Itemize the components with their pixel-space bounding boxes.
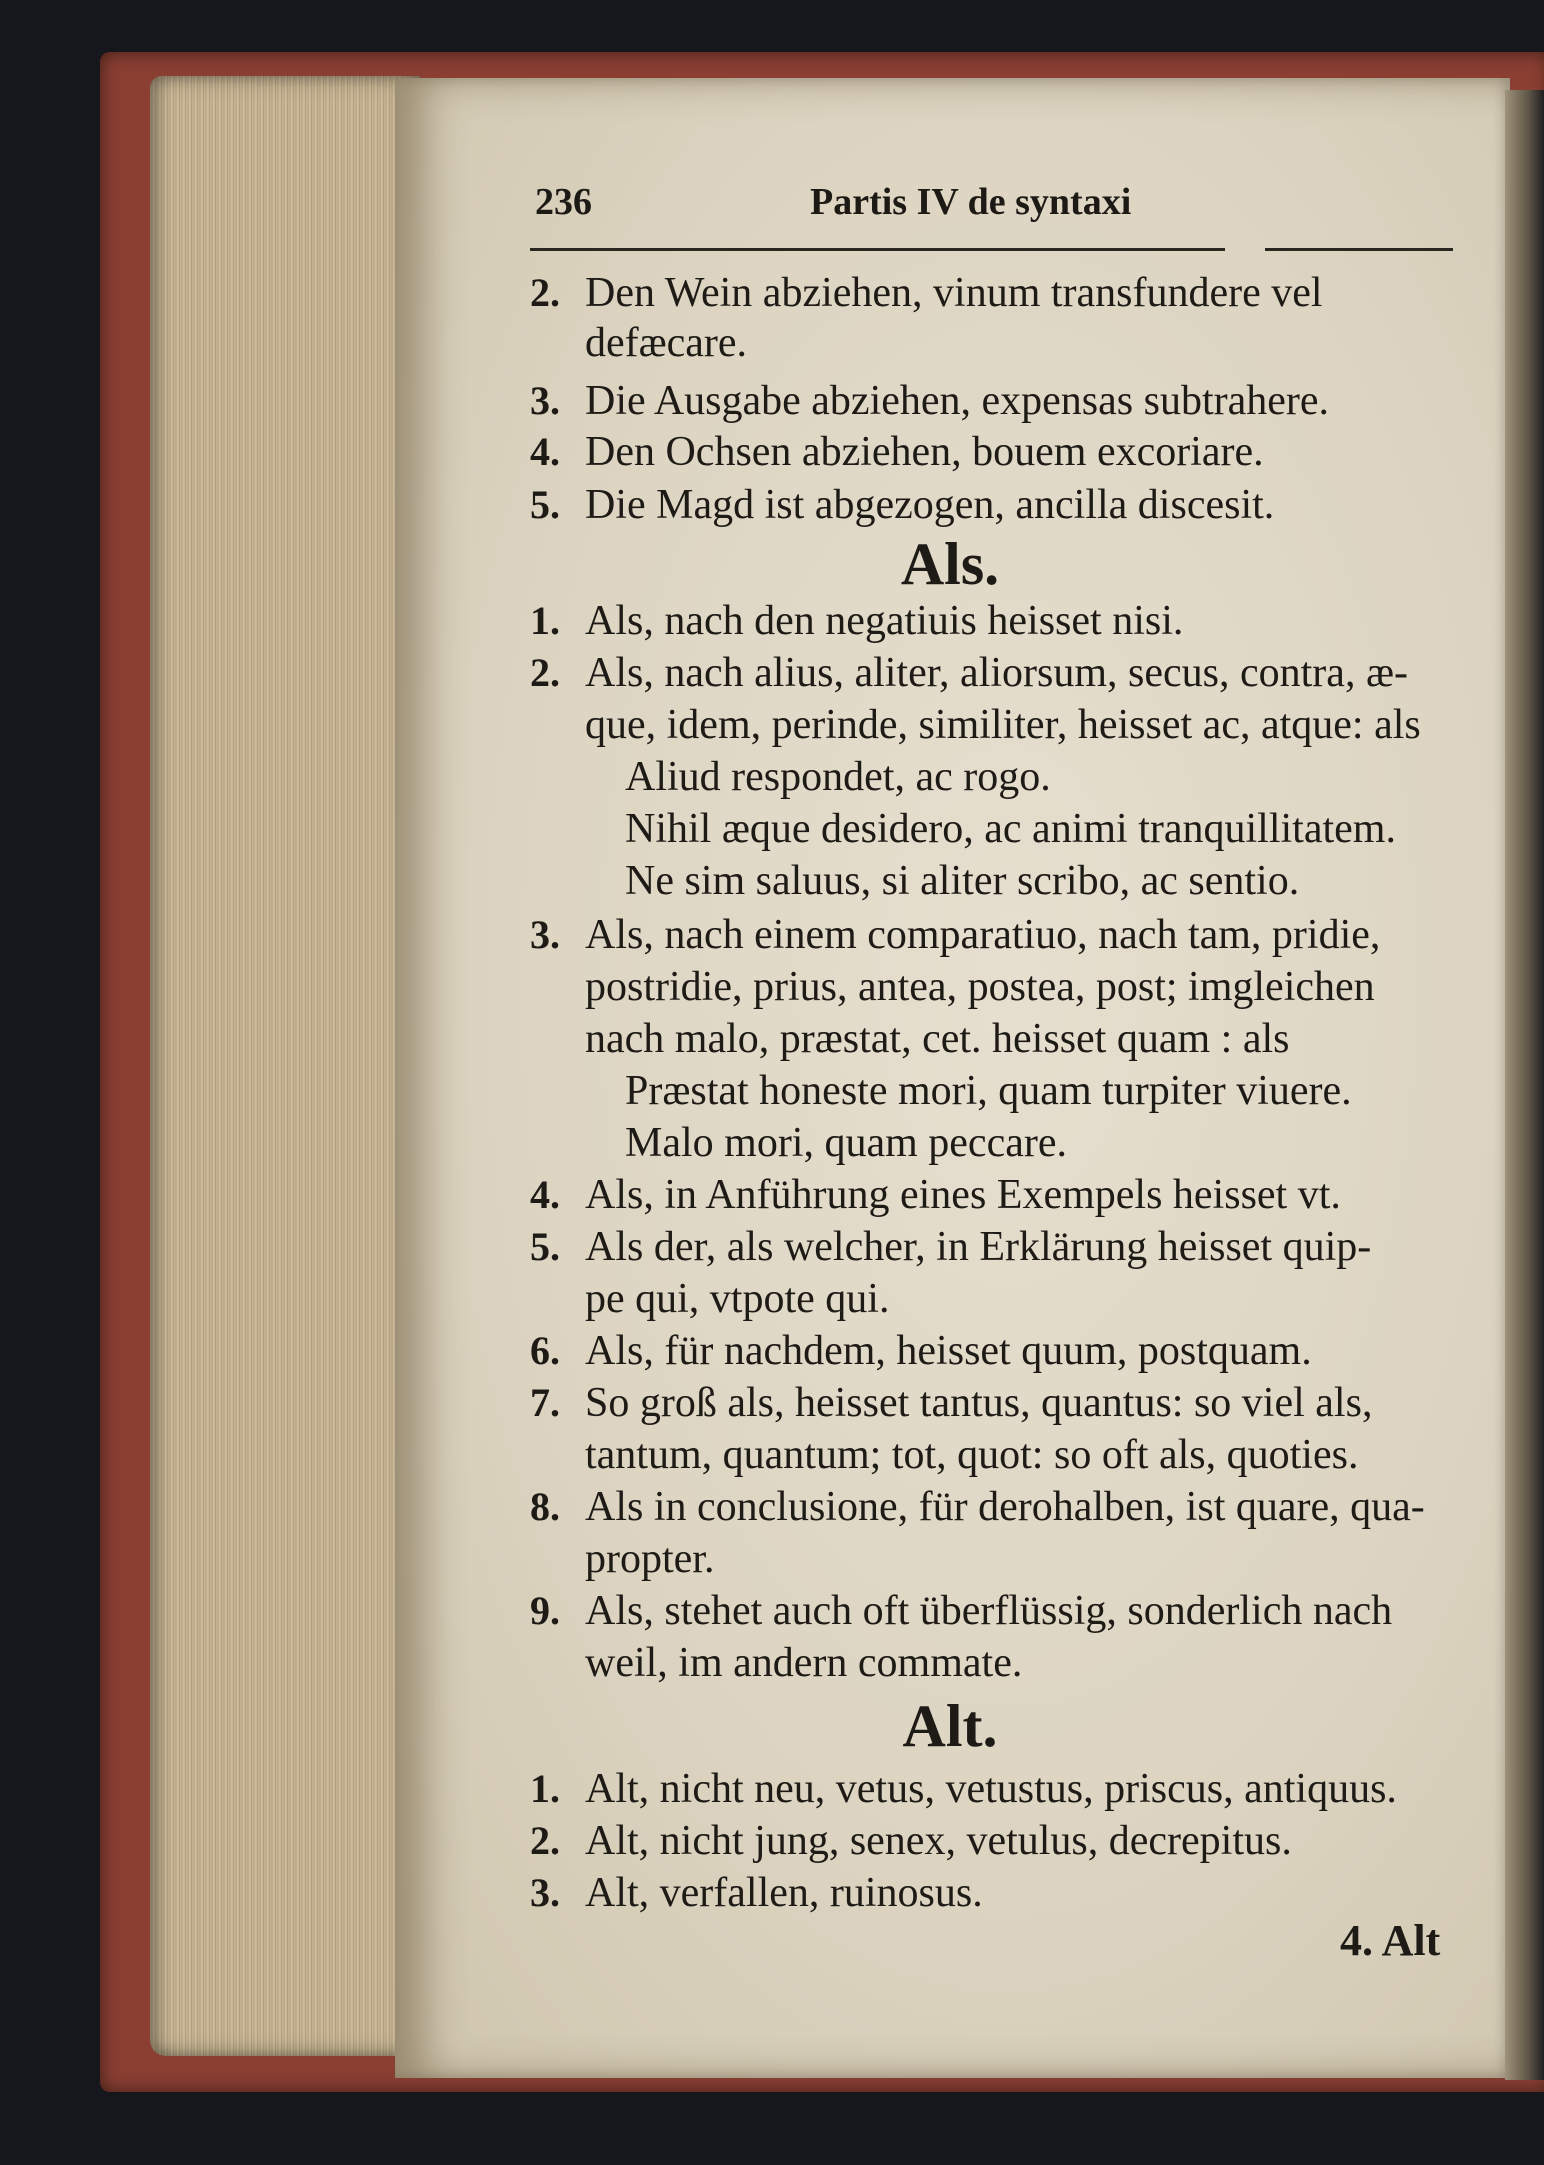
header-rule [1265,248,1453,251]
page-stack-edge [150,76,420,2056]
section-heading-alt: Alt. [902,1693,998,1759]
page-number: 236 [535,181,592,223]
catchword: 4. Alt [1340,1916,1441,1965]
facing-page-edge [1505,90,1544,2080]
section-heading-als: Als. [900,531,1000,597]
header-rule [530,248,1225,251]
running-head: Partis IV de syntaxi [810,181,1132,223]
